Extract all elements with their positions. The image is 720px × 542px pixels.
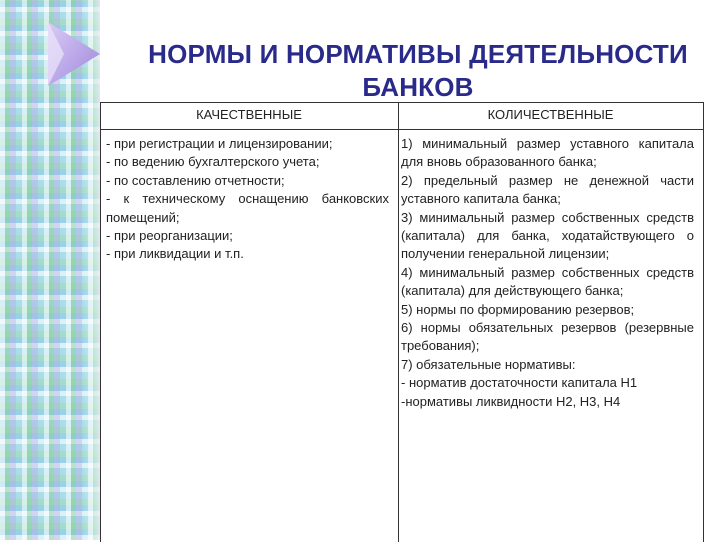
list-item: - по ведению бухгалтерского учета;: [106, 154, 320, 170]
list-item: - при ликвидации и т.п.: [106, 246, 244, 262]
list-item: 7) обязательные нормативы:: [401, 356, 576, 372]
list-item: - по составлению отчетности;: [106, 172, 285, 188]
list-item: 3) минимальный размер собственных средств (капитала) для банка, ходатайствующего о получении генеральной лицензии;: [401, 209, 694, 262]
column-header-quantitative: КОЛИЧЕСТВЕННЫЕ: [487, 107, 614, 122]
column-header-qualitative: КАЧЕСТВЕННЫЕ: [196, 107, 302, 122]
triangle-arrow-icon: [44, 20, 104, 90]
list-item: - норматив достаточности капитала Н1: [401, 375, 638, 391]
quantitative-list: [401, 135, 694, 411]
list-item: -нормативы ликвидности Н2, Н3, Н4: [401, 393, 621, 409]
list-item: 6) нормы обязательных резервов (резервные требования);: [401, 320, 694, 354]
list-item: 1) минимальный размер уставного капитала для вновь образованного банка;: [401, 136, 694, 170]
list-item: 2) предельный размер не денежной части уставного капитала банка;: [401, 172, 694, 207]
qualitative-list: [106, 135, 389, 264]
table-header-divider: [100, 129, 704, 130]
list-item: - к техническому оснащению банковских помещений;: [106, 191, 389, 225]
list-item: - при регистрации и лицензировании;: [106, 136, 333, 151]
list-item: 5) нормы по формированию резервов;: [401, 301, 635, 317]
list-item: - при реорганизации;: [106, 228, 233, 244]
list-item: 4) минимальный размер собственных средств (капитала) для действующего банка;: [401, 264, 694, 299]
slide-title: НОРМЫ И НОРМАТИВЫ ДЕЯТЕЛЬНОСТИ БАНКОВ: [148, 39, 688, 102]
